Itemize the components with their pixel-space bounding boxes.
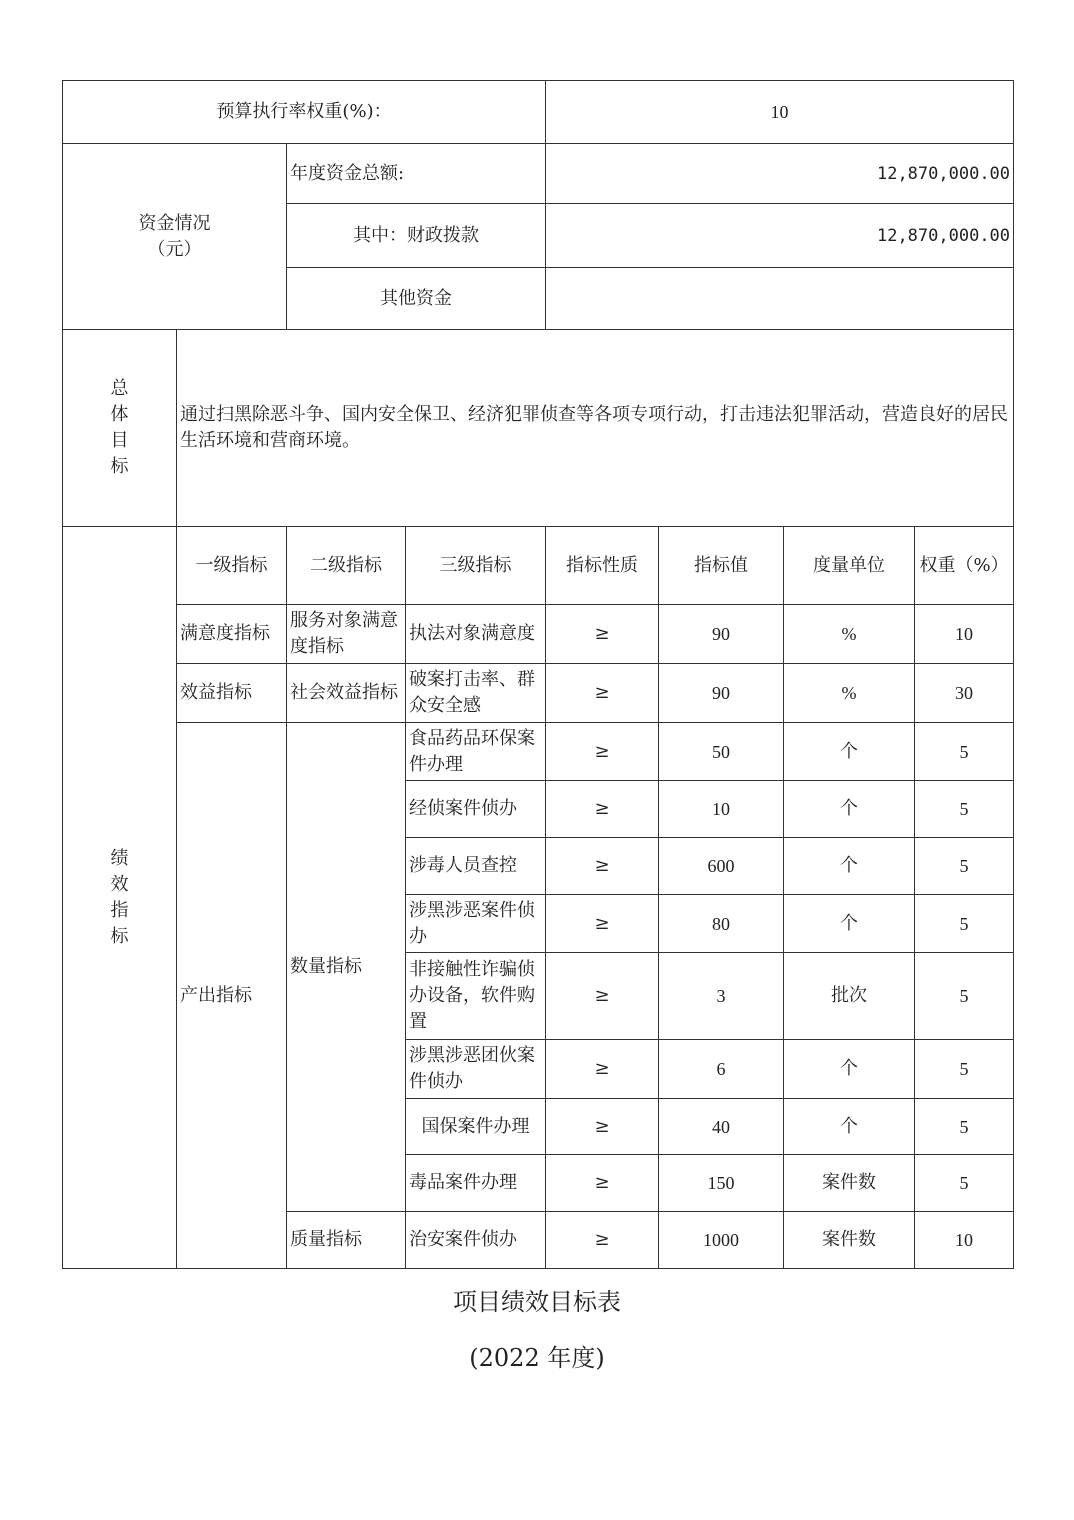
goal-text: 通过扫黑除恶斗争、国内安全保卫、经济犯罪侦查等各项专项行动，打击违法犯罪活动，营造良好的居民生活环境和营商环境。 xyxy=(177,330,1014,527)
indicators-label-char: 效 xyxy=(110,873,129,895)
level3-cell: 食品药品环保案件办理 xyxy=(406,723,546,781)
weight-cell: 5 xyxy=(915,895,1014,953)
table-row xyxy=(63,605,1014,664)
level2-cell: 服务对象满意度指标 xyxy=(287,605,406,664)
unit-cell: 案件数 xyxy=(784,1155,915,1212)
annual-total-label: 年度资金总额: xyxy=(287,144,546,204)
value-cell: 50 xyxy=(659,723,784,781)
level2-cell: 社会效益指标 xyxy=(287,664,406,723)
goal-label-char: 标 xyxy=(110,456,129,477)
nature-cell: ≥ xyxy=(546,723,659,781)
goal-label xyxy=(63,330,177,527)
indicators-label xyxy=(63,527,177,1269)
table-row xyxy=(63,723,1014,781)
weight-cell: 5 xyxy=(915,1099,1014,1155)
unit-cell: 个 xyxy=(784,723,915,781)
indicators-label-char: 绩 xyxy=(110,847,129,869)
budget-weight-label: 预算执行率权重(%)： xyxy=(63,81,546,144)
level1-cell: 效益指标 xyxy=(177,664,287,723)
header-weight: 权重（%） xyxy=(915,527,1014,605)
level3-cell: 治安案件侦办 xyxy=(406,1212,546,1269)
nature-cell: ≥ xyxy=(546,664,659,723)
weight-cell: 10 xyxy=(915,1212,1014,1269)
weight-cell: 10 xyxy=(915,605,1014,664)
indicator-header-row xyxy=(63,527,1014,605)
nature-cell: ≥ xyxy=(546,1099,659,1155)
nature-cell: ≥ xyxy=(546,953,659,1040)
level3-cell: 毒品案件办理 xyxy=(406,1155,546,1212)
unit-cell: 批次 xyxy=(784,953,915,1040)
value-cell: 6 xyxy=(659,1040,784,1099)
unit-cell: % xyxy=(784,664,915,723)
goal-label-char: 体 xyxy=(110,404,129,425)
other-funds-value xyxy=(546,268,1014,330)
nature-cell: ≥ xyxy=(546,895,659,953)
value-cell: 10 xyxy=(659,781,784,838)
level3-cell: 涉黑涉恶团伙案件侦办 xyxy=(406,1040,546,1099)
funds-label xyxy=(63,144,287,330)
indicators-label-char: 指 xyxy=(110,899,129,921)
header-value: 指标值 xyxy=(659,527,784,605)
level3-cell: 经侦案件侦办 xyxy=(406,781,546,838)
level3-cell: 非接触性诈骗侦办设备，软件购置 xyxy=(406,953,546,1040)
level3-cell: 涉黑涉恶案件侦办 xyxy=(406,895,546,953)
value-cell: 1000 xyxy=(659,1212,784,1269)
funds-total-row xyxy=(63,144,1014,204)
nature-cell: ≥ xyxy=(546,1212,659,1269)
weight-cell: 30 xyxy=(915,664,1014,723)
header-level1: 一级指标 xyxy=(177,527,287,605)
unit-cell: 个 xyxy=(784,838,915,895)
value-cell: 600 xyxy=(659,838,784,895)
unit-cell: 个 xyxy=(784,781,915,838)
value-cell: 90 xyxy=(659,664,784,723)
weight-cell: 5 xyxy=(915,838,1014,895)
other-funds-label: 其他资金 xyxy=(287,268,546,330)
value-cell: 150 xyxy=(659,1155,784,1212)
level3-cell: 破案打击率、群众安全感 xyxy=(406,664,546,723)
document-title: 项目绩效目标表 xyxy=(453,1288,621,1316)
table-row xyxy=(63,664,1014,723)
weight-cell: 5 xyxy=(915,1155,1014,1212)
unit-cell: 个 xyxy=(784,1040,915,1099)
goal-label-char: 总 xyxy=(110,378,129,399)
header-level3: 三级指标 xyxy=(406,527,546,605)
document-year: (2022 年度) xyxy=(469,1344,605,1372)
weight-cell: 5 xyxy=(915,1040,1014,1099)
value-cell: 90 xyxy=(659,605,784,664)
indicators-label-char: 标 xyxy=(110,925,129,947)
goal-row xyxy=(63,330,1014,527)
value-cell: 80 xyxy=(659,895,784,953)
level3-cell: 涉毒人员查控 xyxy=(406,838,546,895)
value-cell: 3 xyxy=(659,953,784,1040)
nature-cell: ≥ xyxy=(546,838,659,895)
weight-cell: 5 xyxy=(915,953,1014,1040)
funds-label-line2: （元） xyxy=(147,238,202,260)
header-level2: 二级指标 xyxy=(287,527,406,605)
value-cell: 40 xyxy=(659,1099,784,1155)
header-nature: 指标性质 xyxy=(546,527,659,605)
level1-cell: 产出指标 xyxy=(177,723,287,1269)
budget-weight-value: 10 xyxy=(546,81,1014,144)
fiscal-value: 12,870,000.00 xyxy=(546,204,1014,268)
nature-cell: ≥ xyxy=(546,1040,659,1099)
budget-weight-row xyxy=(63,81,1014,144)
funds-label-line1: 资金情况 xyxy=(138,212,211,234)
level3-cell: 执法对象满意度 xyxy=(406,605,546,664)
level2-cell: 质量指标 xyxy=(287,1212,406,1269)
nature-cell: ≥ xyxy=(546,605,659,664)
weight-cell: 5 xyxy=(915,781,1014,838)
nature-cell: ≥ xyxy=(546,1155,659,1212)
level2-cell: 数量指标 xyxy=(287,723,406,1212)
unit-cell: 个 xyxy=(784,1099,915,1155)
level1-cell: 满意度指标 xyxy=(177,605,287,664)
weight-cell: 5 xyxy=(915,723,1014,781)
unit-cell: 案件数 xyxy=(784,1212,915,1269)
level3-cell: 国保案件办理 xyxy=(406,1099,546,1155)
annual-total-value: 12,870,000.00 xyxy=(546,144,1014,204)
fiscal-label: 其中：财政拨款 xyxy=(287,204,546,268)
performance-goal-table xyxy=(62,80,1014,1269)
header-unit: 度量单位 xyxy=(784,527,915,605)
unit-cell: 个 xyxy=(784,895,915,953)
unit-cell: % xyxy=(784,605,915,664)
nature-cell: ≥ xyxy=(546,781,659,838)
goal-label-char: 目 xyxy=(110,430,129,451)
